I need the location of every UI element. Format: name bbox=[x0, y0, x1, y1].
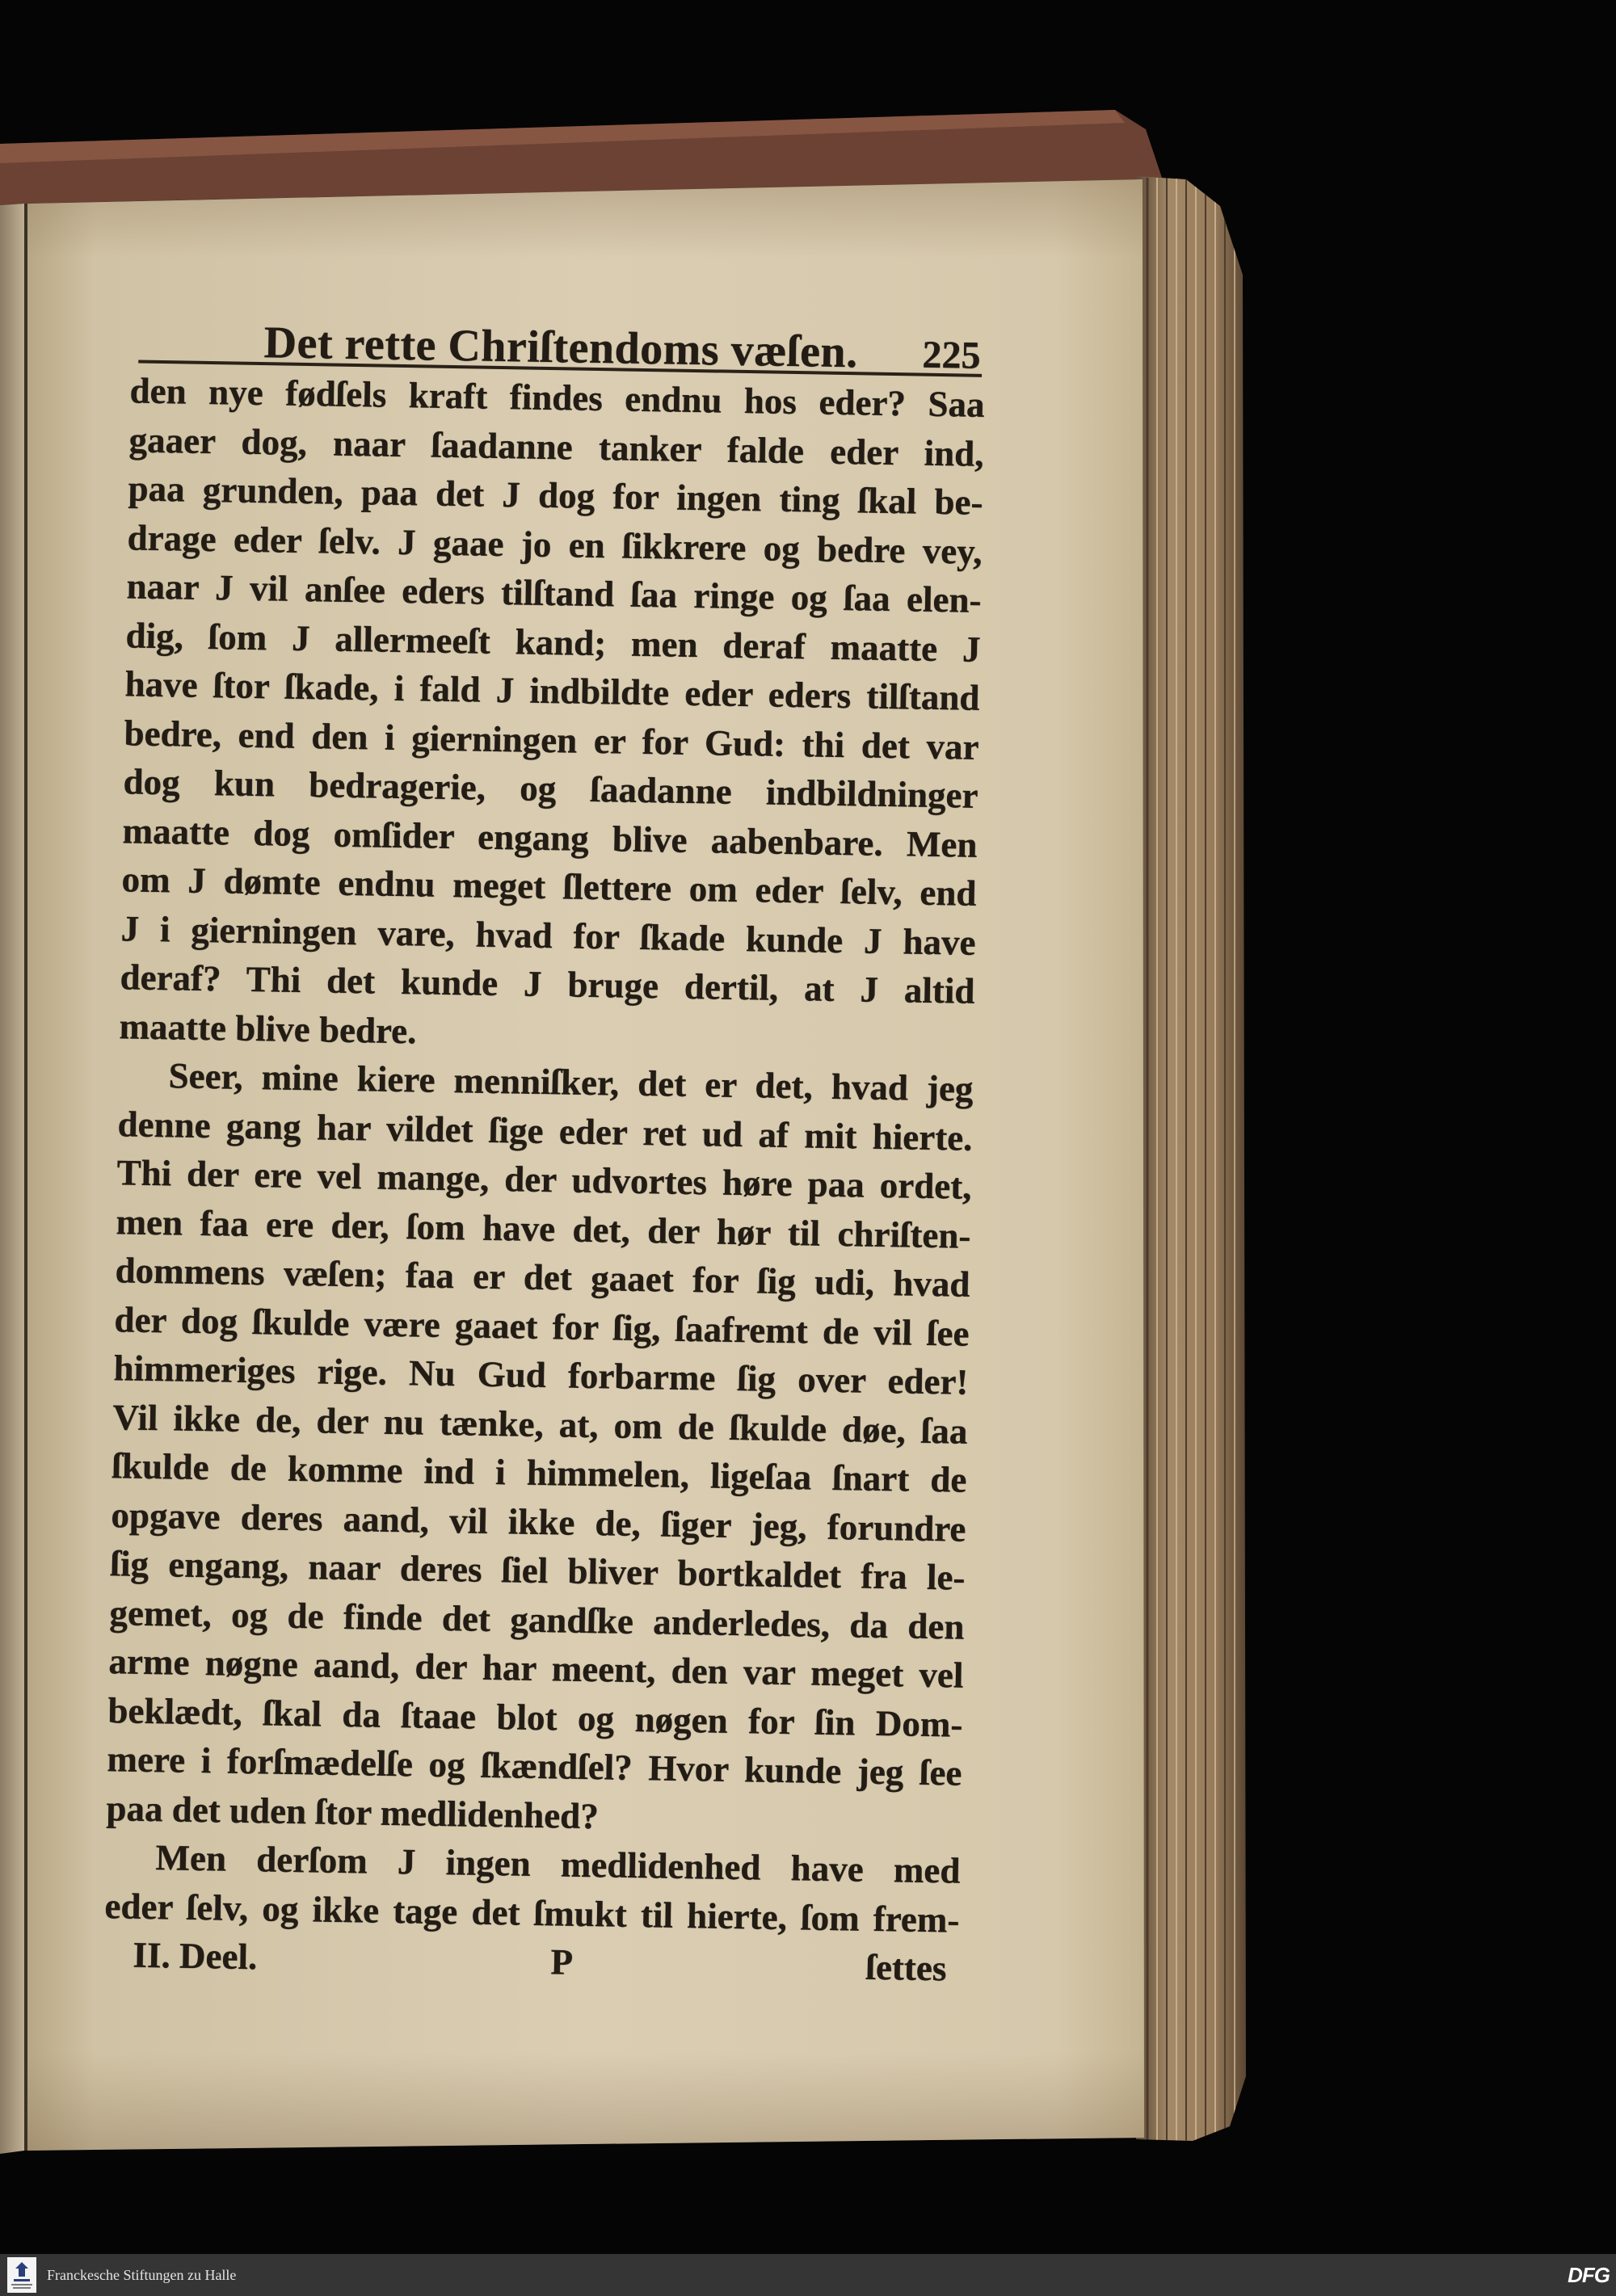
text-line: denne gang har vildet ſige eder ret ud af mit hierte. bbox=[117, 1103, 973, 1159]
catchword: ſettes bbox=[865, 1946, 947, 1989]
dfg-logo: DFG bbox=[1568, 2263, 1610, 2287]
facing-page-edge bbox=[0, 204, 24, 2154]
running-head-title: Det rette Chriſtendoms væſen. bbox=[263, 317, 859, 378]
logo-base bbox=[14, 2279, 30, 2281]
text-line: dig, ſom J allermeeſt kand; men deraf maatte J bbox=[125, 614, 981, 670]
printed-text-block bbox=[103, 316, 986, 1994]
text-line: have ſtor ſkade, i fald J indbildte eder eders tilſtand bbox=[124, 663, 980, 718]
text-line: beklædt, ſkal da ſtaae blot og nøgen for ſin Dom- bbox=[107, 1689, 963, 1745]
text-line: paa det uden ſtor medlidenhed? bbox=[106, 1787, 600, 1836]
page-stack-body bbox=[1136, 176, 1246, 2141]
text-line: men faa ere der, ſom have det, der hør til chriſten- bbox=[116, 1201, 971, 1256]
text-line: himmeriges rige. Nu Gud forbarme ſig over eder! bbox=[113, 1348, 969, 1402]
text-line: ſig engang, naar deres ſiel bliver bortkaldet fra le- bbox=[110, 1543, 966, 1598]
text-line: ſkulde de komme ind i himmelen, ligeſaa ſnart de bbox=[112, 1445, 967, 1500]
text-line: Seer, mine kiere menniſker, det er det, hvad jeg bbox=[168, 1055, 974, 1109]
text-line: paa grunden, paa det J dog for ingen ting ſkal be- bbox=[128, 468, 983, 523]
text-line: J i gierningen vare, hvad for ſkade kunde J have bbox=[120, 907, 976, 963]
volume-signature: II. Deel. bbox=[133, 1934, 258, 1978]
text-line: opgave deres aand, vil ikke de, ſiger jeg, forundre bbox=[111, 1494, 966, 1550]
text-line: Vil ikke de, der nu tænke, at, om de ſkulde døe, ſaa bbox=[112, 1396, 968, 1452]
page-stack-edge bbox=[1136, 176, 1246, 2141]
text-line: den nye fødſels kraft findes endnu hos eder? Saa bbox=[129, 370, 985, 425]
text-line: gemet, og de finde det gandſke anderledes, da den bbox=[109, 1592, 965, 1647]
text-line: gaaer dog, naar ſaadanne tanker falde eder ind, bbox=[128, 418, 984, 474]
text-line: eder ſelv, og ikke tage det ſmukt til hierte, ſom frem- bbox=[104, 1885, 960, 1941]
body-text bbox=[103, 366, 985, 1993]
page-number: 225 bbox=[922, 333, 981, 377]
text-line: maatte dog omſider engang blive aabenbare. Men bbox=[122, 809, 978, 865]
institution-name: Franckesche Stiftungen zu Halle bbox=[47, 2267, 237, 2283]
franckesche-stiftungen-logo-icon bbox=[7, 2257, 36, 2293]
text-line: dommens væſen; faa er det gaaet for ſig udi, hvad bbox=[115, 1250, 970, 1305]
text-line: bedre, end den i gierningen er for Gud: thi det var bbox=[124, 712, 979, 767]
text-line: maatte blive bedre. bbox=[119, 1005, 417, 1051]
logo-text-band bbox=[11, 2284, 32, 2285]
text-line: Thi der ere vel mange, der udvortes høre paa ordet, bbox=[116, 1152, 972, 1207]
text-line: der dog ſkulde være gaaet for ſig, ſaafremt de vil ſee bbox=[114, 1298, 970, 1354]
text-line: om J dømte endnu meget ſlettere om eder ſelv, end bbox=[121, 859, 977, 914]
text-line: mere i forſmædelſe og ſkændſel? Hvor kunde jeg ſee bbox=[107, 1739, 962, 1793]
viewer-footer-bar bbox=[0, 2254, 1616, 2296]
text-line: drage eder ſelv. J gaae jo en ſikkrere og bedre vey, bbox=[127, 516, 983, 572]
text-line: Men derſom J ingen medlidenhed have med bbox=[155, 1837, 961, 1891]
text-line: naar J vil anſee eders tilſtand ſaa ringe og ſaa elen- bbox=[126, 566, 982, 620]
text-line: arme nøgne aand, der har meent, den var meget vel bbox=[108, 1641, 964, 1696]
logo-text-band bbox=[13, 2287, 31, 2289]
text-line: deraf? Thi det kunde J bruge dertil, at J altid bbox=[120, 957, 975, 1011]
signature-mark: P bbox=[550, 1941, 574, 1983]
text-line: dog kun bedragerie, og ſaadanne indbildninger bbox=[123, 761, 978, 816]
